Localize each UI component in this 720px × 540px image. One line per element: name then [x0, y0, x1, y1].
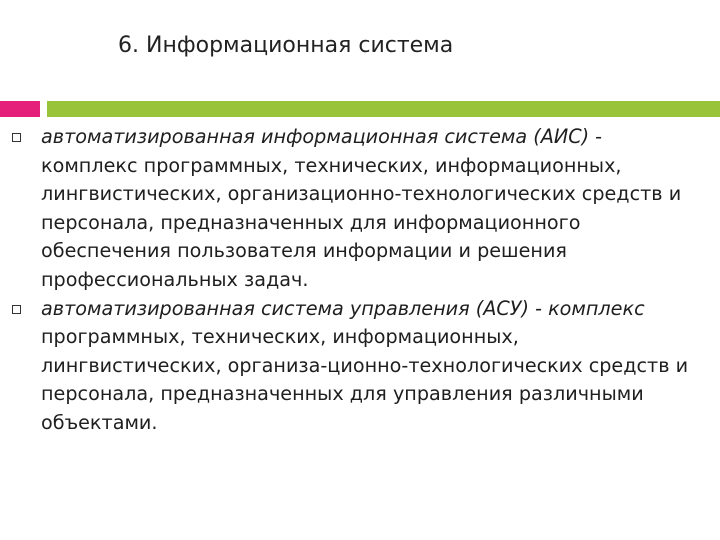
- square-bullet-icon: [12, 305, 21, 314]
- item-term: автоматизированная система управления (АСУ) - комплекс: [41, 296, 645, 320]
- list-item: [0, 295, 720, 438]
- square-bullet-icon: [12, 133, 21, 142]
- accent-bar-pink: [0, 101, 40, 117]
- item-definition: программных, технических, информационных, лингвистических, организа-ционно-технологических средств и персонала, предназначенных для управления различными объектами.: [41, 325, 689, 434]
- list-item: [0, 123, 720, 295]
- bullet-list: [0, 123, 720, 438]
- item-definition: - комплекс программных, технических, информационных, лингвистических, организационно-технологических средств и персонала, предназначенных для информационного обеспечения пользователя информации и решения профессиональных задач.: [41, 125, 682, 291]
- item-term: автоматизированная информационная система (АИС): [41, 125, 590, 148]
- accent-bar-green: [47, 101, 720, 117]
- slide-title: 6. Информационная система: [118, 33, 454, 58]
- accent-bar-gap: [40, 101, 47, 117]
